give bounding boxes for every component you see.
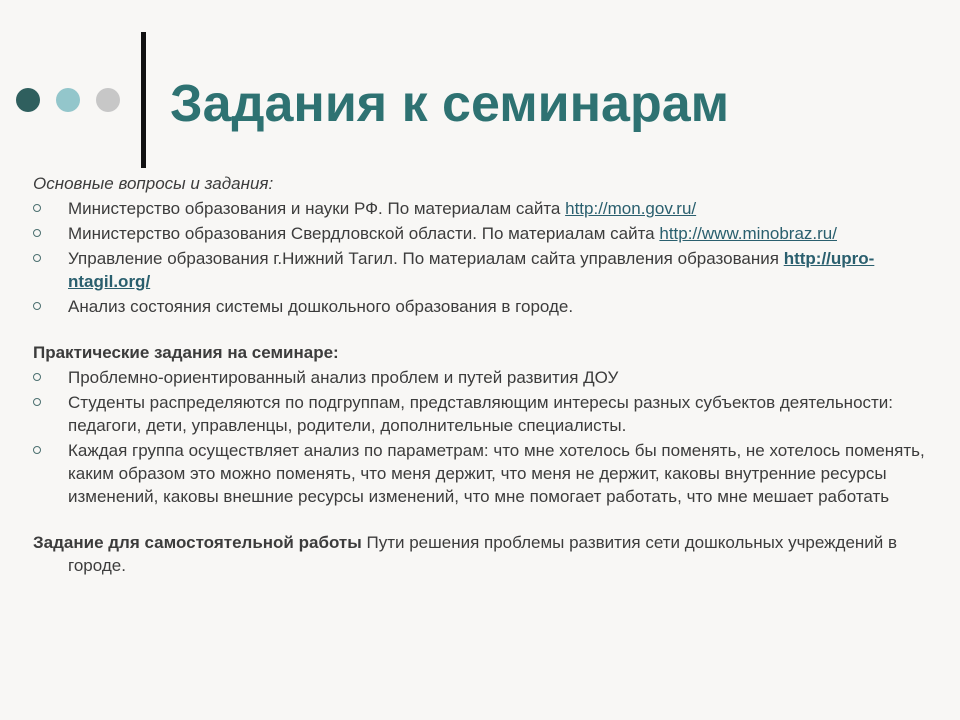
list-item-text: Анализ состояния системы дошкольного образования в городе. [68, 297, 574, 316]
list-item-text: Министерство образования Свердловской области. По материалам сайта [68, 224, 660, 243]
circle-bullet-icon [33, 204, 41, 212]
spacer [33, 510, 933, 531]
list-item-text: Проблемно-ориентированный анализ проблем и путей развития ДОУ [68, 368, 619, 387]
list-item [33, 247, 933, 293]
circle-bullet-icon [33, 446, 41, 454]
list-item [33, 295, 933, 318]
practical-tasks-list [33, 366, 933, 508]
link-minobraz[interactable]: http://www.minobraz.ru/ [659, 224, 837, 243]
circle-bullet-icon [33, 373, 41, 381]
independent-work-label: Задание для самостоятельной работы [33, 533, 362, 552]
section-heading-main: Основные вопросы и задания: [33, 174, 274, 193]
independent-work-text: Пути решения проблемы развития сети дошкольных учреждений в городе. [68, 533, 898, 575]
spacer [33, 320, 933, 341]
link-upro-ntagil[interactable]: http://upro-ntagil.org/ [68, 249, 875, 291]
section-heading-practical: Практические задания на семинаре: [33, 343, 339, 362]
list-item [33, 197, 933, 220]
circle-bullet-icon [33, 229, 41, 237]
list-item [33, 439, 933, 508]
list-item [33, 366, 933, 389]
list-item-text: Каждая группа осуществляет анализ по параметрам: что мне хотелось бы поменять, не хотелось поменять, каким образом это можно поменять, что меня держит, что меня не держит, каковы внутренние ресурсы изменений, каковы внешние ресурсы изменений, что мне помогает работать, что мне мешает работать [68, 441, 925, 506]
independent-work-task [33, 531, 933, 577]
list-item-text: Управление образования г.Нижний Тагил. По материалам сайта управления образования [68, 249, 784, 268]
circle-bullet-icon [33, 254, 41, 262]
list-item [33, 222, 933, 245]
link-mon-gov[interactable]: http://mon.gov.ru/ [565, 199, 697, 218]
slide-title: Задания к семинарам [170, 75, 730, 133]
circle-bullet-icon [33, 398, 41, 406]
title-divider [141, 32, 146, 168]
decor-dot-gray [96, 88, 120, 112]
list-item [33, 391, 933, 437]
main-tasks-list [33, 197, 933, 318]
slide-body [33, 172, 933, 577]
list-item-text: Студенты распределяются по подгруппам, представляющим интересы разных субъектов деятельности: педагоги, дети, управленцы, родители, дополнительные специалисты. [68, 393, 894, 435]
decor-dot-light [56, 88, 80, 112]
circle-bullet-icon [33, 302, 41, 310]
decor-dot-dark [16, 88, 40, 112]
list-item-text: Министерство образования и науки РФ. По материалам сайта [68, 199, 566, 218]
